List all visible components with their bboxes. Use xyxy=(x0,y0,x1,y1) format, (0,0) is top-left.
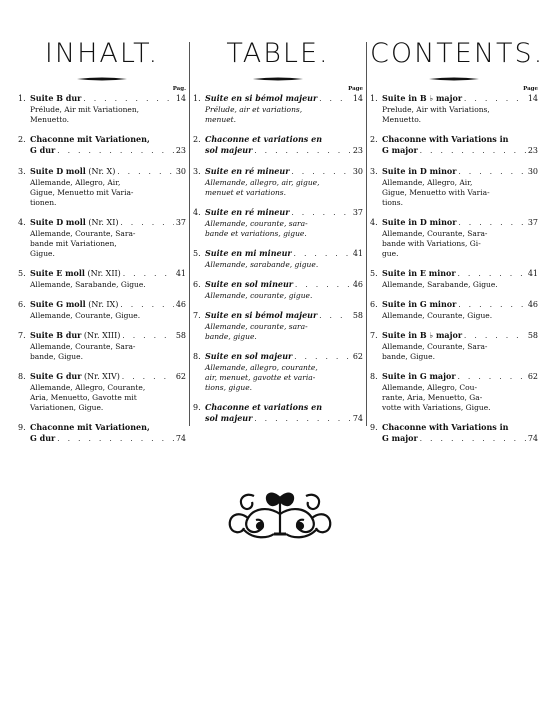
entries-list xyxy=(18,93,186,445)
entry-title xyxy=(382,422,508,433)
entry-title-line xyxy=(18,166,186,178)
entry-page-number: 41 xyxy=(527,269,538,278)
entry-page-number: 37 xyxy=(175,218,186,227)
entry-title-text: Suite en ré mineur xyxy=(205,207,290,217)
dot-leader xyxy=(458,372,526,383)
entry-title-continued: sol majeur xyxy=(205,413,253,423)
entry-description-line: bande mit Variationen, xyxy=(30,239,117,248)
entry-title-line xyxy=(193,207,363,219)
entry-title-line-2 xyxy=(370,433,538,445)
dot-leader xyxy=(123,269,174,280)
entry-title-line xyxy=(18,93,186,105)
toc-entry xyxy=(370,371,538,413)
toc-entry xyxy=(193,351,363,393)
entry-title-text: Suite in G minor xyxy=(382,299,457,309)
entry-title-subtitle: (Nr. XII) xyxy=(84,269,121,278)
column-english xyxy=(370,38,545,454)
entry-description-line: menuet et variations. xyxy=(205,188,287,197)
entry-title xyxy=(382,268,456,279)
toc-entry xyxy=(370,299,538,321)
entry-page-number: 37 xyxy=(352,208,363,217)
entry-title xyxy=(205,279,293,290)
entry-number: 4. xyxy=(18,218,26,227)
toc-entry xyxy=(193,93,363,125)
entry-description-line: bande with Variations, Gi- xyxy=(382,239,481,248)
toc-entry xyxy=(193,310,363,342)
entry-title xyxy=(382,330,462,341)
dot-leader xyxy=(458,218,525,229)
dot-leader xyxy=(291,167,350,178)
entry-title-text: Chaconne et variations en xyxy=(205,134,323,144)
entry-page-number: 46 xyxy=(352,280,363,289)
entry-description-line: Allemande, courante, sara- xyxy=(205,322,308,331)
entry-description-line: Allemande, sarabande, gigue. xyxy=(205,260,319,269)
entry-page-number: 23 xyxy=(352,146,363,155)
entry-number: 5. xyxy=(370,269,378,278)
entry-title-line xyxy=(193,310,363,322)
entry-page-number: 58 xyxy=(175,331,186,340)
toc-entry xyxy=(370,166,538,208)
entry-page-number: 14 xyxy=(175,94,186,103)
entry-title-subtitle: (Nr. X) xyxy=(85,167,116,176)
entry-page-number: 41 xyxy=(352,249,363,258)
entry-title-line xyxy=(18,371,186,383)
toc-entry xyxy=(18,166,186,208)
column-divider-left xyxy=(189,42,190,426)
entry-title-text: Suite in B ♭ major xyxy=(382,330,463,340)
entry-page-number: 30 xyxy=(527,167,538,176)
entry-title-text: Suite en mi mineur xyxy=(205,248,292,258)
entry-title-line xyxy=(18,299,186,311)
entry-title xyxy=(30,371,120,382)
entry-title-text: Chaconne mit Variationen, xyxy=(30,422,150,432)
entry-title xyxy=(205,402,322,413)
entry-title-line xyxy=(370,268,538,280)
entry-page-number: 74 xyxy=(175,434,186,443)
entry-description-line: rante, Aria, Menuetto, Ga- xyxy=(382,393,483,402)
entry-title-text: Suite in D minor xyxy=(382,166,457,176)
entry-number: 6. xyxy=(18,300,26,309)
entry-number: 2. xyxy=(370,135,378,144)
entry-title-subtitle: (Nr. XIII) xyxy=(81,331,121,340)
entry-title-line xyxy=(193,166,363,178)
entry-title xyxy=(382,371,456,382)
entry-title xyxy=(382,93,462,104)
toc-entry xyxy=(370,134,538,157)
entry-title-line xyxy=(370,330,538,342)
toc-entry xyxy=(370,217,538,259)
entry-description-line: bande et variations, gigue. xyxy=(205,229,307,238)
entry-description-line: Allemande, Allegro, Courante, xyxy=(30,383,146,392)
entry-title-text: Suite en ré mineur xyxy=(205,166,290,176)
column-divider-right xyxy=(366,42,367,426)
entry-description-line: Allemande, allegro, courante, xyxy=(205,363,318,372)
toc-entry xyxy=(370,422,538,445)
entry-number: 6. xyxy=(193,280,201,289)
heading-ornament-icon xyxy=(77,76,127,82)
dot-leader xyxy=(464,94,526,105)
toc-entry xyxy=(18,422,186,445)
entry-number: 7. xyxy=(193,311,201,320)
toc-entry xyxy=(370,330,538,362)
entry-title-line xyxy=(18,330,186,342)
dot-leader xyxy=(458,269,526,280)
entry-title-continued: G dur xyxy=(30,433,56,443)
toc-entry xyxy=(193,248,363,270)
entry-page-number: 23 xyxy=(527,146,538,155)
entry-number: 9. xyxy=(193,403,201,412)
entry-description-line: Allemande, Sarabande, Gigue. xyxy=(30,280,146,289)
dot-leader xyxy=(83,94,173,105)
dot-leader xyxy=(319,94,351,105)
entry-page-number: 46 xyxy=(527,300,538,309)
dot-leader xyxy=(319,311,351,322)
entry-description-line: Allemande, courante, gigue. xyxy=(205,291,313,300)
entry-title xyxy=(382,299,456,310)
entry-title-text: Suite en sol mineur xyxy=(205,279,293,289)
entry-title xyxy=(382,134,508,145)
entry-description-line: gue. xyxy=(382,249,399,258)
entry-title xyxy=(205,310,317,321)
entry-description-line: Prelude, Air with Variations, xyxy=(382,105,490,114)
dot-leader xyxy=(117,167,173,178)
entry-title-continued: G major xyxy=(382,433,418,443)
heading-ornament-icon xyxy=(429,76,479,82)
entry-page-number: 74 xyxy=(352,414,363,423)
entry-description-line: Gigue, Menuetto with Varia- xyxy=(382,188,490,197)
entry-description-line: Prélude, air et variations, xyxy=(205,105,303,114)
entry-title-line xyxy=(193,248,363,260)
entry-description-line: Allemande, Courante, Gigue. xyxy=(30,311,141,320)
dot-leader xyxy=(120,218,173,229)
dot-leader xyxy=(458,300,525,311)
entry-number: 1. xyxy=(370,94,378,103)
entry-title-line-2 xyxy=(193,145,363,157)
entry-title-line-2 xyxy=(193,413,363,425)
toc-entry xyxy=(370,268,538,290)
entry-number: 4. xyxy=(370,218,378,227)
toc-entry xyxy=(193,279,363,301)
entry-title-line-2 xyxy=(370,145,538,157)
entry-title xyxy=(30,422,150,433)
entry-title-text: Suite en sol majeur xyxy=(205,351,293,361)
entry-title-text: Suite in G major xyxy=(382,371,456,381)
entry-title-text: Suite B dur xyxy=(30,93,82,103)
entry-description-line: Allemande, Courante, Gigue. xyxy=(382,311,493,320)
entry-title-line xyxy=(18,134,186,145)
entry-description-line: Allemande, Allegro, Air, xyxy=(382,178,473,187)
entry-description-line: Allemande, Allegro, Cou- xyxy=(382,383,478,392)
entry-description-line: Menuetto. xyxy=(30,115,70,124)
entry-title-line xyxy=(18,268,186,280)
dot-leader xyxy=(464,331,526,342)
entry-title-line xyxy=(193,134,363,145)
entry-title-text: Suite G moll xyxy=(30,299,86,309)
dot-leader xyxy=(294,352,351,363)
entry-title-subtitle: (Nr. IX) xyxy=(85,300,119,309)
entry-page-number: 23 xyxy=(175,146,186,155)
entry-title-text: Chaconne et variations en xyxy=(205,402,323,412)
dot-leader xyxy=(294,249,351,260)
dot-leader xyxy=(420,146,526,157)
dot-leader xyxy=(291,208,350,219)
entry-title-text: Chaconne with Variations in xyxy=(382,422,509,432)
entry-description-line: tionen. xyxy=(30,198,57,207)
entry-number: 8. xyxy=(193,352,201,361)
toc-entry xyxy=(370,93,538,125)
entry-number: 3. xyxy=(370,167,378,176)
toc-entry xyxy=(193,134,363,157)
entry-description-line: tions. xyxy=(382,198,403,207)
entry-title-line xyxy=(18,422,186,433)
entry-number: 8. xyxy=(18,372,26,381)
entry-description-line: Allemande, Courante, Sara- xyxy=(30,229,136,238)
entry-title-text: Suite G dur xyxy=(30,371,82,381)
entry-description-line: Prélude, Air mit Variationen, xyxy=(30,105,140,114)
entry-title-line-2 xyxy=(18,145,186,157)
entry-title-text: Suite en si bémol majeur xyxy=(205,93,318,103)
entries-list xyxy=(370,93,538,445)
entry-number: 5. xyxy=(193,249,201,258)
entry-description-line: tions, gigue. xyxy=(205,383,253,392)
page-column-label: Page xyxy=(348,86,363,92)
entry-number: 3. xyxy=(193,167,201,176)
entry-page-number: 62 xyxy=(527,372,538,381)
entry-page-number: 14 xyxy=(352,94,363,103)
entry-page-number: 62 xyxy=(175,372,186,381)
entry-page-number: 30 xyxy=(175,167,186,176)
entry-title xyxy=(205,93,317,104)
dot-leader xyxy=(122,372,174,383)
entry-number: 3. xyxy=(18,167,26,176)
toc-entry xyxy=(193,207,363,239)
entry-title-line xyxy=(193,402,363,413)
page-column-label: Page xyxy=(523,86,538,92)
entry-description-line: Allemande, allegro, air, gigue, xyxy=(205,178,320,187)
entry-description-line: Allemande, Courante, Sara- xyxy=(382,342,488,351)
entry-number: 5. xyxy=(18,269,26,278)
entry-title xyxy=(205,166,289,177)
entry-description-line: Allemande, courante, sara- xyxy=(205,219,308,228)
dot-leader xyxy=(295,280,351,291)
toc-entry xyxy=(18,330,186,362)
entry-title xyxy=(30,93,81,104)
entry-number: 9. xyxy=(370,423,378,432)
column-german xyxy=(18,38,186,454)
entry-title-line xyxy=(370,371,538,383)
entry-title-line-2 xyxy=(18,433,186,445)
toc-entry xyxy=(18,93,186,125)
entry-title-text: Suite in E minor xyxy=(382,268,456,278)
entry-number: 8. xyxy=(370,372,378,381)
entry-title-subtitle: (Nr. XIV) xyxy=(81,372,120,381)
entry-number: 1. xyxy=(18,94,26,103)
entry-title xyxy=(30,330,120,341)
entry-number: 9. xyxy=(18,423,26,432)
entry-description-line: Gigue. xyxy=(30,249,55,258)
entry-title xyxy=(382,217,456,228)
entry-page-number: 58 xyxy=(352,311,363,320)
entry-description-line: bande, gigue. xyxy=(205,332,257,341)
toc-entry xyxy=(18,134,186,157)
column-french xyxy=(193,38,363,434)
dot-leader xyxy=(254,414,350,425)
entry-title xyxy=(30,217,118,228)
entry-title xyxy=(30,134,150,145)
dot-leader xyxy=(57,146,174,157)
entry-title xyxy=(205,207,289,218)
entry-number: 7. xyxy=(18,331,26,340)
entry-description-line: Variationen, Gigue. xyxy=(30,403,104,412)
entry-title-line xyxy=(18,217,186,229)
entries-list xyxy=(193,93,363,425)
entry-page-number: 74 xyxy=(527,434,538,443)
toc-entry xyxy=(193,166,363,198)
dot-leader xyxy=(120,300,173,311)
entry-title xyxy=(382,166,456,177)
toc-entry xyxy=(18,371,186,413)
entry-title-continued: sol majeur xyxy=(205,145,253,155)
toc-entry xyxy=(18,268,186,290)
entry-page-number: 37 xyxy=(527,218,538,227)
entry-number: 4. xyxy=(193,208,201,217)
entry-title-line xyxy=(370,422,538,433)
entry-title-line xyxy=(370,166,538,178)
toc-entry xyxy=(193,402,363,425)
dot-leader xyxy=(57,434,174,445)
column-heading: CONTENTS. xyxy=(370,38,545,69)
dot-leader xyxy=(420,434,526,445)
entry-title-line xyxy=(370,299,538,311)
entry-title-text: Suite en si bémol majeur xyxy=(205,310,318,320)
entry-title-text: Suite B dur xyxy=(30,330,82,340)
entry-page-number: 14 xyxy=(527,94,538,103)
entry-title-line xyxy=(193,279,363,291)
heading-ornament-icon xyxy=(253,76,303,82)
entry-title xyxy=(30,299,118,310)
entry-number: 1. xyxy=(193,94,201,103)
entry-title-text: Suite in B ♭ major xyxy=(382,93,463,103)
entry-title-continued: G major xyxy=(382,145,418,155)
entry-description-line: Allemande, Sarabande, Gigue. xyxy=(382,280,498,289)
entry-title-line xyxy=(193,351,363,363)
entry-number: 2. xyxy=(18,135,26,144)
entry-page-number: 30 xyxy=(352,167,363,176)
entry-title xyxy=(30,166,115,177)
dot-leader xyxy=(458,167,525,178)
entry-description-line: Menuetto. xyxy=(382,115,422,124)
entry-title xyxy=(30,268,121,279)
entry-title xyxy=(205,134,322,145)
entry-description-line: bande, Gigue. xyxy=(30,352,83,361)
entry-page-number: 46 xyxy=(175,300,186,309)
entry-title-line xyxy=(370,93,538,105)
entry-title-line xyxy=(370,217,538,229)
dot-leader xyxy=(254,146,350,157)
toc-entry xyxy=(18,217,186,259)
entry-number: 6. xyxy=(370,300,378,309)
page-column-label: Pag. xyxy=(172,86,186,92)
entry-number: 2. xyxy=(193,135,201,144)
entry-title-text: Chaconne with Variations in xyxy=(382,134,509,144)
column-heading: TABLE. xyxy=(226,38,330,69)
entry-page-number: 62 xyxy=(352,352,363,361)
entry-title-text: Suite E moll xyxy=(30,268,85,278)
entry-description-line: air, menuet, gavotte et varia- xyxy=(205,373,316,382)
entry-description-line: Allemande, Courante, Sara- xyxy=(30,342,136,351)
entry-title-text: Suite D moll xyxy=(30,166,86,176)
toc-entry xyxy=(18,299,186,321)
entry-title xyxy=(205,248,292,259)
entry-page-number: 58 xyxy=(527,331,538,340)
entry-description-line: menuet. xyxy=(205,115,237,124)
entry-description-line: Gigue, Menuetto mit Varia- xyxy=(30,188,134,197)
entry-title-text: Chaconne mit Variationen, xyxy=(30,134,150,144)
entry-title-line xyxy=(370,134,538,145)
entry-title-text: Suite in D minor xyxy=(382,217,457,227)
entry-title-continued: G dur xyxy=(30,145,56,155)
entry-number: 7. xyxy=(370,331,378,340)
entry-description-line: votte with Variations, Gigue. xyxy=(382,403,491,412)
entry-description-line: bande, Gigue. xyxy=(382,352,435,361)
floral-ornament-icon xyxy=(224,490,336,542)
entry-description-line: Allemande, Courante, Sara- xyxy=(382,229,488,238)
entry-title-text: Suite D moll xyxy=(30,217,86,227)
entry-title-subtitle: (Nr. XI) xyxy=(85,218,119,227)
entry-description-line: Allemande, Allegro, Air, xyxy=(30,178,121,187)
entry-description-line: Aria, Menuetto, Gavotte mit xyxy=(30,393,137,402)
dot-leader xyxy=(122,331,173,342)
column-heading: INHALT. xyxy=(44,38,160,69)
entry-title xyxy=(205,351,292,362)
entry-page-number: 41 xyxy=(175,269,186,278)
entry-title-line xyxy=(193,93,363,105)
